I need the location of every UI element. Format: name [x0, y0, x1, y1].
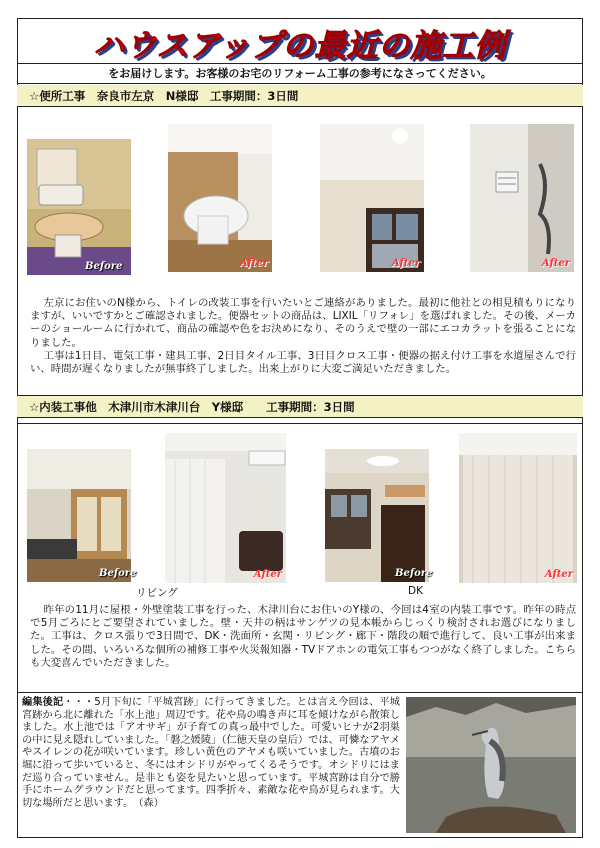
postscript-label: 編集後記	[22, 697, 64, 708]
section1-body	[30, 297, 576, 376]
heron-photo	[406, 697, 576, 833]
section1-heading-text: ☆便所工事 奈良市左京 N様邸 工事期間：3日間	[29, 89, 299, 103]
photo-label: After	[239, 258, 268, 269]
photo-label: After	[544, 569, 573, 580]
section1-paragraph2: 工事は1日目、電気工事・建具工事、2日目タイル工事、3日目クロス工事・便器の据え付け工事を水道屋さんで行い、時間が遅くなりましたが無事終了しました。出来上がりに大変ご満足いただきました。	[30, 349, 576, 376]
toilet-after-photo	[168, 124, 272, 272]
photo-label: After	[541, 258, 570, 269]
photo-label: Before	[395, 568, 433, 579]
dk-before-photo	[325, 449, 433, 582]
page-title: ハウスアップの最近の施工例	[93, 28, 507, 64]
postscript-text: ・・・5月下旬に「平城宮跡」に行ってきました。とは言え今回は、平城宮跡から北に離れた「水上池」周辺です。花や鳥の鳴き声に耳を傾けながら散策しました。水上池では「アオサギ」が子育ての真っ最中でした。可愛いヒナが2羽巣の中に見え隠れしていました。「磐之媛陵」（仁徳天皇の皇后）では、可憐なアヤメやスイレンの花が咲いています。珍しい黄色のアヤメも咲いていました。古墳のお堀に沿って歩いていると、冬にはオシドリがやってくるそうです。オシドリにはまだ巡り合っていません。是非とも姿を見たいと思っています。平城宮跡は自分で勝手にホームグラウンドだと思ってます。四季折々、素敵な花や鳥が見られます。大切な場所だと思います。 （森）	[22, 697, 400, 809]
toilet-fan-photo	[470, 124, 574, 272]
photo-label: Before	[99, 568, 137, 579]
living-caption: リビング	[136, 587, 178, 599]
title-box	[17, 18, 583, 64]
photo-label: After	[391, 258, 420, 269]
section2-body	[30, 604, 576, 670]
dk-after-photo	[459, 433, 577, 583]
section-divider	[17, 692, 583, 693]
section2-heading-text: ☆内装工事他 木津川市木津川台 Y様邸 工事期間：3日間	[29, 400, 355, 414]
section2-paragraph: 昨年の11月に屋根・外壁塗装工事を行った、木津川台にお住いのY様の、今回は4室の内装工事です。昨年の時点で5月ごろにとご要望されていました。壁・天井の柄はサンゲツの見本帳からじっくり検討されお選びになりました。工事は、クロス張りで3日間で、DK・洗面所・玄関・リビング・廊下・階段の順で進行して、良い工事が出来ました。その間、いろいろな個所の補修工事や火災報知器・TVドアホンの電気工事もつつがなく終了しました。こちらも大変喜んでいただきました。	[30, 604, 576, 669]
section1-paragraph1: 左京にお住いのN様から、トイレの改装工事を行いたいとご連絡がありました。最初に他社との相見積もりになりますが、いいですかとご確認されました。便器セットの商品は、LIXIL「リフォレ」を選ばれました。その後、メーカーのショールームに行かれて、商品の確認や色をお決めになり、そのうえで壁の一部にエコカラットを張ることになりました。	[30, 297, 576, 349]
section2-heading	[17, 396, 583, 418]
toilet-before-photo	[27, 139, 131, 275]
living-before-photo	[27, 449, 137, 582]
section1-heading	[17, 85, 583, 107]
section-divider	[17, 423, 583, 424]
living-after-photo	[165, 433, 286, 583]
toilet-window-photo	[320, 124, 424, 272]
photo-label: Before	[85, 261, 123, 272]
photo-label: After	[253, 569, 282, 580]
postscript	[22, 697, 400, 810]
dk-caption: DK	[408, 585, 423, 597]
page-subtitle: をお届けします。お客様のお宅のリフォーム工事の参考になさってください。	[17, 64, 583, 84]
